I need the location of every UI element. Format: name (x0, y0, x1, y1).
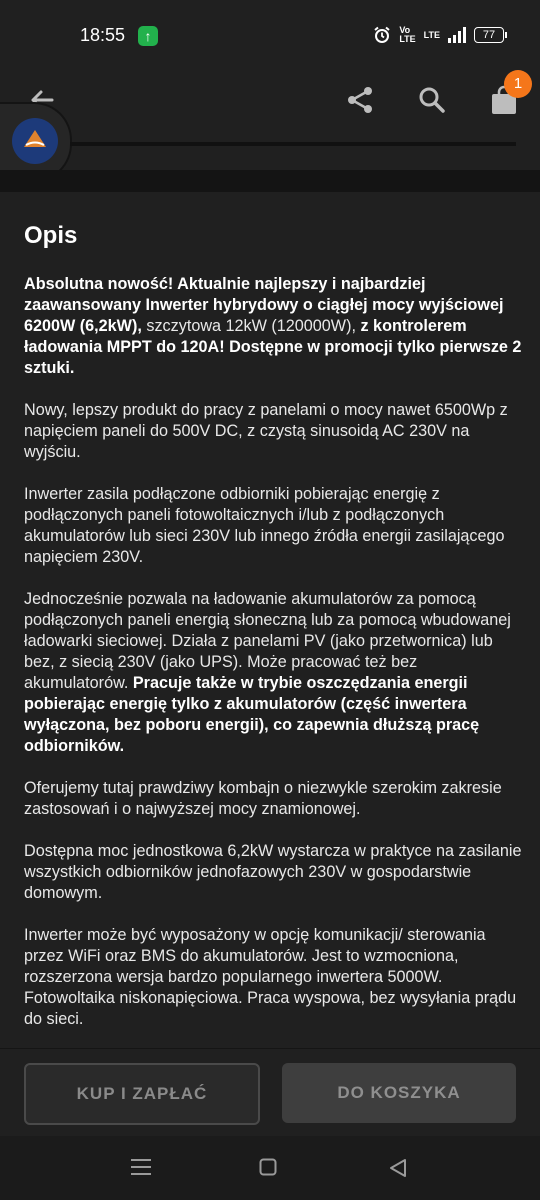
system-nav-bar (0, 1136, 540, 1200)
add-to-cart-button[interactable]: DO KOSZYKA (282, 1063, 516, 1123)
bold-text: Absolutna nowość! Aktualnie najlepszy i najbardziej zaawansowany Inwerter hybrydowy o ciągłej mocy wyjściowej 6200W (6,2kW), (24, 275, 504, 335)
description-paragraph-3: Inwerter zasila podłączone odbiorniki pobierając energię z podłączonych paneli fotowoltaicznych i/lub z podłączonych akumulatorów lub sieci 230V lub innego źródła energii zasilającego napięciem 230V. (24, 485, 505, 566)
volte-indicator: Vo LTE (399, 25, 416, 44)
share-icon[interactable] (344, 84, 376, 116)
divider-band (0, 170, 540, 192)
buy-and-pay-button[interactable]: KUP I ZAPŁAĆ (24, 1063, 260, 1125)
bold-text: z kontrolerem ładowania MPPT do 120A! Dostępne w promocji tylko pierwsze 2 sztuki. (24, 317, 522, 377)
description-paragraph-1 (24, 274, 524, 379)
nav-back-icon[interactable] (388, 1158, 408, 1178)
bottom-action-bar (0, 1048, 540, 1137)
description-paragraph-2: Nowy, lepszy produkt do pracy z panelami o mocy nawet 6500Wp z napięciem paneli do 500V DC, z czystą sinusoidą AC 230V na wyjściu. (24, 401, 508, 461)
bold-text: Pracuje także w trybie oszczędzania energii pobierając energię tylko z akumulatorów (część inwertera wyłączona, bez poboru energii), co zapewnia dłuższą pracę odbiorników. (24, 674, 480, 755)
lte-indicator: LTE (423, 29, 440, 40)
status-time: 18:55 (80, 25, 126, 45)
description-section (24, 192, 524, 1051)
alarm-icon (373, 26, 391, 44)
signal-icon (448, 27, 466, 43)
description-paragraph-6: Dostępna moc jednostkowa 6,2kW wystarcza w praktyce na zasilanie wszystkich odbiorników jednofazowych 230V w gospodarstwie domowym. (24, 842, 522, 902)
description-paragraph-7: Inwerter może być wyposażony w opcję komunikacji/ sterowania przez WiFi oraz BMS do akumulatorów. Jest to wzmocniona, rozszerzona wersja bardzo popularnego inwertera 5000W. Fotowoltaika niskonapięciowa. Praca wyspowa, bez wysyłania prądu do sieci. (24, 926, 517, 1028)
status-bar (0, 0, 540, 70)
battery-icon: 77 (474, 27, 504, 43)
plain-text: Jednocześnie pozwala na ładowanie akumulatorów za pomocą podłączonych paneli energią słoneczną lub za pomocą wbudowanej ładowarki sieciowej. Działa z panelami PV (jako przetwornica) lub bez, z siecią 230V (jako UPS). Może pracować też bez akumulatorów. (24, 590, 511, 692)
status-icons (373, 26, 504, 44)
recent-apps-icon[interactable] (130, 1158, 152, 1176)
image-pager-line (70, 142, 516, 146)
shop-logo-icon (12, 118, 58, 164)
shop-logo (12, 118, 58, 164)
description-paragraph-4 (24, 589, 524, 757)
search-icon[interactable] (416, 84, 448, 116)
section-title: Opis (24, 222, 78, 249)
notification-app-icon: ↑ (138, 26, 158, 46)
plain-text: szczytowa 12kW (120000W), (141, 317, 361, 335)
home-icon[interactable] (259, 1158, 277, 1176)
app-toolbar (0, 70, 540, 170)
cart-count-badge: 1 (504, 70, 532, 98)
description-paragraph-5: Oferujemy tutaj prawdziwy kombajn o niezwykle szerokim zakresie zastosowań i o najwyższej mocy znamionowej. (24, 779, 502, 818)
